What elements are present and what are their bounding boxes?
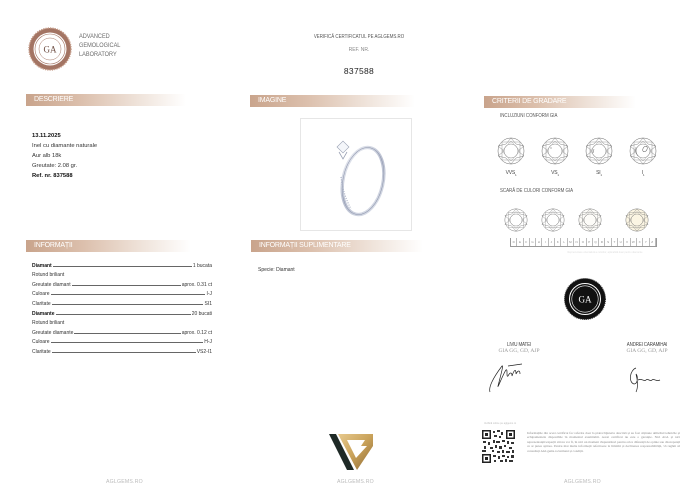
diamond-color-icon bbox=[541, 208, 565, 232]
signatory-name: LIVIU MATEI bbox=[507, 342, 531, 348]
color-grade: H bbox=[536, 238, 542, 246]
info-row bbox=[32, 326, 212, 336]
color-grade: F bbox=[524, 238, 530, 246]
info-key: Rotund briliant bbox=[32, 320, 65, 327]
signature-icon bbox=[624, 358, 674, 396]
color-grade: U bbox=[618, 238, 624, 246]
color-grade: N bbox=[574, 238, 580, 246]
inclusions-title: INCLUZIUNI CONFORM GIA bbox=[500, 113, 558, 119]
svg-text:GA: GA bbox=[43, 44, 57, 55]
color-grade: L bbox=[561, 238, 567, 246]
inclusion-label: $I_1$ bbox=[641, 170, 645, 177]
info-key: Claritate bbox=[32, 348, 51, 355]
info-value: aprox. 0.12 ct bbox=[181, 329, 212, 336]
footer-link-left[interactable]: AGLGEMS.RO bbox=[106, 479, 143, 485]
info-value: 1 bucata bbox=[192, 262, 212, 269]
diamond-diagram-icon bbox=[629, 137, 657, 165]
diamond-color-icon bbox=[504, 208, 528, 232]
inclusion-diagram-i1 bbox=[629, 137, 657, 177]
inclusion-label: $SI_1$ bbox=[596, 170, 602, 177]
info-value: VS2-I1 bbox=[196, 348, 212, 355]
info-key: Diamant bbox=[32, 262, 52, 269]
info-row bbox=[32, 317, 212, 327]
info-row bbox=[32, 288, 212, 298]
leader-line bbox=[52, 352, 196, 353]
qr-caption: Verifică online pe aglgems.ro bbox=[484, 422, 517, 425]
color-scale-note: Reprezentare orientativă a culorilor, aplicabilă doar pentru diamante bbox=[567, 251, 643, 254]
diamond-diagram-icon bbox=[497, 137, 525, 165]
color-grade: P bbox=[587, 238, 593, 246]
section-header-criterii: CRITERII DE GRADARE bbox=[484, 96, 636, 108]
ref-number: 837588 bbox=[343, 66, 375, 76]
info-key: Culoare bbox=[32, 339, 50, 346]
leader-line bbox=[52, 304, 204, 305]
color-grade: Q bbox=[593, 238, 599, 246]
diamond-diagram-icon bbox=[541, 137, 569, 165]
info-row bbox=[32, 297, 212, 307]
color-scale bbox=[510, 238, 657, 247]
footer-link-center[interactable]: AGLGEMS.RO bbox=[337, 479, 374, 485]
color-grade: Y bbox=[643, 238, 649, 246]
color-grade: T bbox=[612, 238, 618, 246]
info-row bbox=[32, 345, 212, 355]
section-header-informatii: INFORMAȚII bbox=[26, 240, 191, 252]
description-date: 13.11.2025 bbox=[32, 133, 61, 139]
color-grade: M bbox=[568, 238, 574, 246]
color-grade: R bbox=[599, 238, 605, 246]
svg-text:GA: GA bbox=[578, 294, 592, 305]
lab-name bbox=[79, 32, 120, 59]
color-grade: J bbox=[549, 238, 555, 246]
color-diamond-1 bbox=[504, 208, 528, 237]
info-value: I-J bbox=[206, 291, 212, 298]
info-row bbox=[32, 259, 212, 269]
species-text: Specie: Diamant bbox=[258, 267, 295, 273]
aglgems-brand-logo bbox=[327, 432, 377, 472]
color-grade: X bbox=[637, 238, 643, 246]
inclusion-diagram-vs1 bbox=[541, 137, 569, 177]
color-grade: V bbox=[624, 238, 630, 246]
disclaimer-text: Informațiile din acest certificat fac referire doar la piatra/bijuteria descrisă și au fost obținute utilizând tehnicile și echipamentele disponibile în momentul examinării. Acest certificat nu este o garanție. Nici AGL și nici reprezentanții/experții săi nu vor fi, în nici un moment răspunzători pentru orice diferență de opinie sau discrepanță ce ar putea apărea. Pentru mai multe informații referitoare la limitări și declinarea responsabilității, vă rugăm să consultați AGLgems.ro/termeni și condiții. bbox=[527, 431, 680, 453]
leader-line bbox=[56, 314, 191, 315]
description-metal: Aur alb 18k bbox=[32, 153, 62, 159]
info-row bbox=[32, 269, 212, 279]
info-row bbox=[32, 336, 212, 346]
lab-name-line-2: GEMOLOGICAL bbox=[79, 42, 121, 49]
color-grade: W bbox=[631, 238, 637, 246]
description-item: Inel cu diamante naturale bbox=[32, 143, 98, 149]
info-key: Diamante bbox=[32, 310, 55, 317]
info-key: Greutate diamant bbox=[32, 281, 71, 288]
signature-block-1 bbox=[484, 342, 554, 401]
signatory-name: ANDREI CARAMIHAI bbox=[626, 342, 668, 348]
color-grade: D bbox=[511, 238, 517, 246]
color-grade: G bbox=[530, 238, 536, 246]
signature-icon bbox=[486, 358, 536, 396]
leader-line bbox=[53, 266, 192, 267]
color-diamond-4 bbox=[625, 208, 649, 237]
info-row bbox=[32, 278, 212, 288]
section-header-descriere: DESCRIERE bbox=[26, 94, 186, 106]
color-diamond-3 bbox=[578, 208, 602, 237]
info-value: SI1 bbox=[204, 300, 212, 307]
lab-name-line-1: ADVANCED bbox=[79, 33, 110, 40]
diamond-diagram-icon bbox=[585, 137, 613, 165]
color-grade: Z bbox=[650, 238, 656, 246]
inclusion-diagram-vvs1 bbox=[497, 137, 525, 177]
description-block bbox=[32, 131, 97, 181]
diamond-color-icon bbox=[578, 208, 602, 232]
leader-line bbox=[74, 333, 180, 334]
info-value: H-J bbox=[204, 339, 212, 346]
inclusion-diagram-si1 bbox=[585, 137, 613, 177]
leader-line bbox=[72, 285, 181, 286]
diamond-ring-icon bbox=[301, 119, 413, 232]
color-grade: E bbox=[517, 238, 523, 246]
verify-link[interactable]: VERIFICĂ CERTIFICATUL PE AGLGEMS.RO bbox=[313, 34, 405, 40]
color-scale-title: SCARĂ DE CULORI CONFORM GIA bbox=[500, 188, 574, 194]
info-key: Claritate bbox=[32, 300, 51, 307]
color-diamond-2 bbox=[541, 208, 565, 237]
signatory-credentials: GIA GG, GD, AJP bbox=[498, 348, 540, 354]
info-key: Greutate diamante bbox=[32, 329, 74, 336]
lab-name-line-3: LABORATORY bbox=[79, 51, 117, 58]
info-row bbox=[32, 307, 212, 317]
info-key: Culoare bbox=[32, 291, 50, 298]
description-weight: Greutate: 2.08 gr. bbox=[32, 163, 78, 169]
color-grade: S bbox=[605, 238, 611, 246]
leader-line bbox=[51, 342, 204, 343]
information-table bbox=[32, 259, 212, 355]
info-key: Rotund briliant bbox=[32, 272, 65, 279]
ref-label: REF. NR. bbox=[348, 47, 370, 53]
leader-line bbox=[51, 294, 206, 295]
section-header-suplimentare: INFORMAȚII SUPLIMENTARE bbox=[251, 240, 423, 252]
signature-block-2 bbox=[612, 342, 682, 401]
info-value: aprox. 0.31 ct bbox=[181, 281, 212, 288]
agl-logo-icon bbox=[28, 27, 72, 71]
info-value: 20 bucati bbox=[191, 310, 212, 317]
signatory-credentials: GIA GG, GD, AJP bbox=[626, 348, 668, 354]
color-grade: I bbox=[542, 238, 548, 246]
diamond-color-icon bbox=[625, 208, 649, 232]
qr-code[interactable] bbox=[481, 429, 516, 464]
inclusion-label: $VS_1$ bbox=[551, 170, 559, 177]
description-ref: Ref. nr. 837588 bbox=[32, 173, 73, 179]
inclusion-label: $VVS_1$ bbox=[505, 170, 517, 177]
color-grade: O bbox=[580, 238, 586, 246]
ring-image bbox=[300, 118, 412, 231]
footer-link-right[interactable]: AGLGEMS.RO bbox=[564, 479, 601, 485]
agl-seal-icon bbox=[564, 278, 606, 320]
color-grade: K bbox=[555, 238, 561, 246]
section-header-imagine: IMAGINE bbox=[250, 95, 415, 107]
